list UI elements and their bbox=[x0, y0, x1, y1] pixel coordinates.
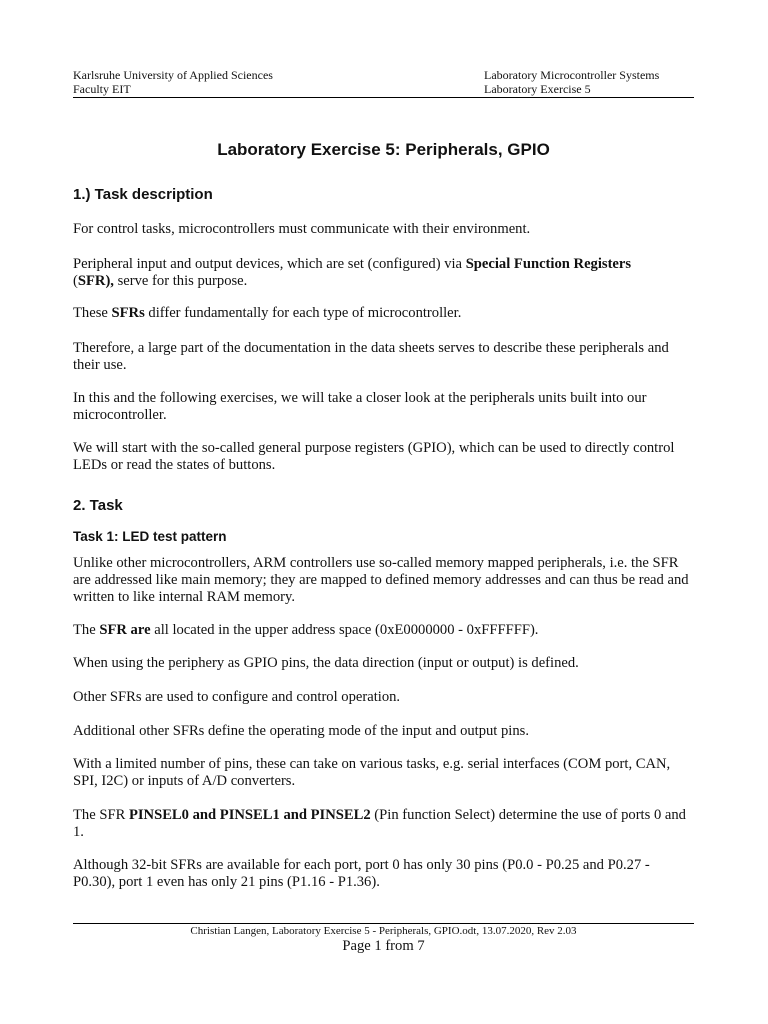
paragraph: We will start with the so-called general purpose registers (GPIO), which can be used to directly control LEDs or read the states of buttons. bbox=[73, 440, 675, 473]
header-left bbox=[73, 68, 273, 96]
text-run: (Pin function Select) determine the use of ports 0 and 1. bbox=[73, 807, 686, 840]
bold-text: PINSEL0 and PINSEL1 and PINSEL2 bbox=[128, 807, 371, 823]
paragraph: When using the periphery as GPIO pins, the data direction (input or output) is defined. bbox=[73, 655, 579, 671]
text-run: all located in the upper address space (0xE0000000 - 0xFFFFFF). bbox=[150, 622, 539, 638]
text-run: These bbox=[73, 305, 112, 321]
text-run: differ fundamentally for each type of microcontroller. bbox=[144, 305, 462, 321]
text-run: Peripheral input and output devices, which are set (configured) via bbox=[73, 256, 466, 272]
bold-text: Special Function Registers bbox=[465, 256, 632, 272]
paragraph: For control tasks, microcontrollers must communicate with their environment. bbox=[73, 221, 531, 237]
bold-text: SFR), bbox=[77, 272, 114, 289]
footer-document-info: Christian Langen, Laboratory Exercise 5 - Peripherals, GPIO.odt, 13.07.2020, Rev 2.03 bbox=[190, 925, 577, 937]
header-course: Laboratory Microcontroller Systems bbox=[484, 68, 660, 82]
paragraph bbox=[73, 622, 694, 639]
page-title: Laboratory Exercise 5: Peripherals, GPIO bbox=[217, 140, 550, 159]
paragraph: Additional other SFRs define the operating mode of the input and output pins. bbox=[73, 723, 529, 739]
bold-text: SFR are bbox=[99, 622, 151, 638]
paragraph: Therefore, a large part of the documentation in the data sheets serves to describe these peripherals and their use. bbox=[73, 340, 669, 373]
header-faculty: Faculty EIT bbox=[73, 82, 131, 96]
header-divider bbox=[73, 97, 694, 98]
footer-divider bbox=[73, 923, 694, 924]
header-exercise: Laboratory Exercise 5 bbox=[484, 82, 591, 96]
paragraph: Other SFRs are used to configure and control operation. bbox=[73, 689, 401, 705]
bold-text: SFRs bbox=[111, 305, 145, 321]
paragraph bbox=[73, 256, 694, 290]
text-run: ( bbox=[73, 272, 78, 289]
text-run: serve for this purpose. bbox=[113, 272, 248, 289]
text-run: The bbox=[73, 622, 100, 638]
paragraph: In this and the following exercises, we will take a closer look at the peripherals units built into our microcontroller. bbox=[73, 390, 647, 423]
subsection-heading-task1: Task 1: LED test pattern bbox=[73, 529, 227, 544]
paragraph: Unlike other microcontrollers, ARM controllers use so-called memory mapped peripherals, i.e. the SFR are addressed like main memory; they are mapped to defined memory addresses and can thus be read and written to like internal RAM memory. bbox=[73, 555, 689, 605]
section-heading-task: 2. Task bbox=[73, 497, 123, 514]
header-right bbox=[484, 68, 659, 96]
paragraph: With a limited number of pins, these can take on various tasks, e.g. serial interfaces (COM port, CAN, SPI, I2C) or inputs of A/D converters. bbox=[73, 756, 671, 789]
paragraph: Although 32-bit SFRs are available for each port, port 0 has only 30 pins (P0.0 - P0.25 and P0.27 - P0.30), port 1 even has only 21 pins (P1.16 - P1.36). bbox=[73, 857, 650, 890]
paragraph bbox=[73, 807, 694, 841]
footer-page-number: Page 1 from 7 bbox=[342, 938, 425, 954]
section-heading-task-description: 1.) Task description bbox=[73, 186, 213, 203]
header-university: Karlsruhe University of Applied Sciences bbox=[73, 68, 273, 82]
paragraph bbox=[73, 305, 694, 322]
text-run: The SFR bbox=[73, 807, 129, 823]
